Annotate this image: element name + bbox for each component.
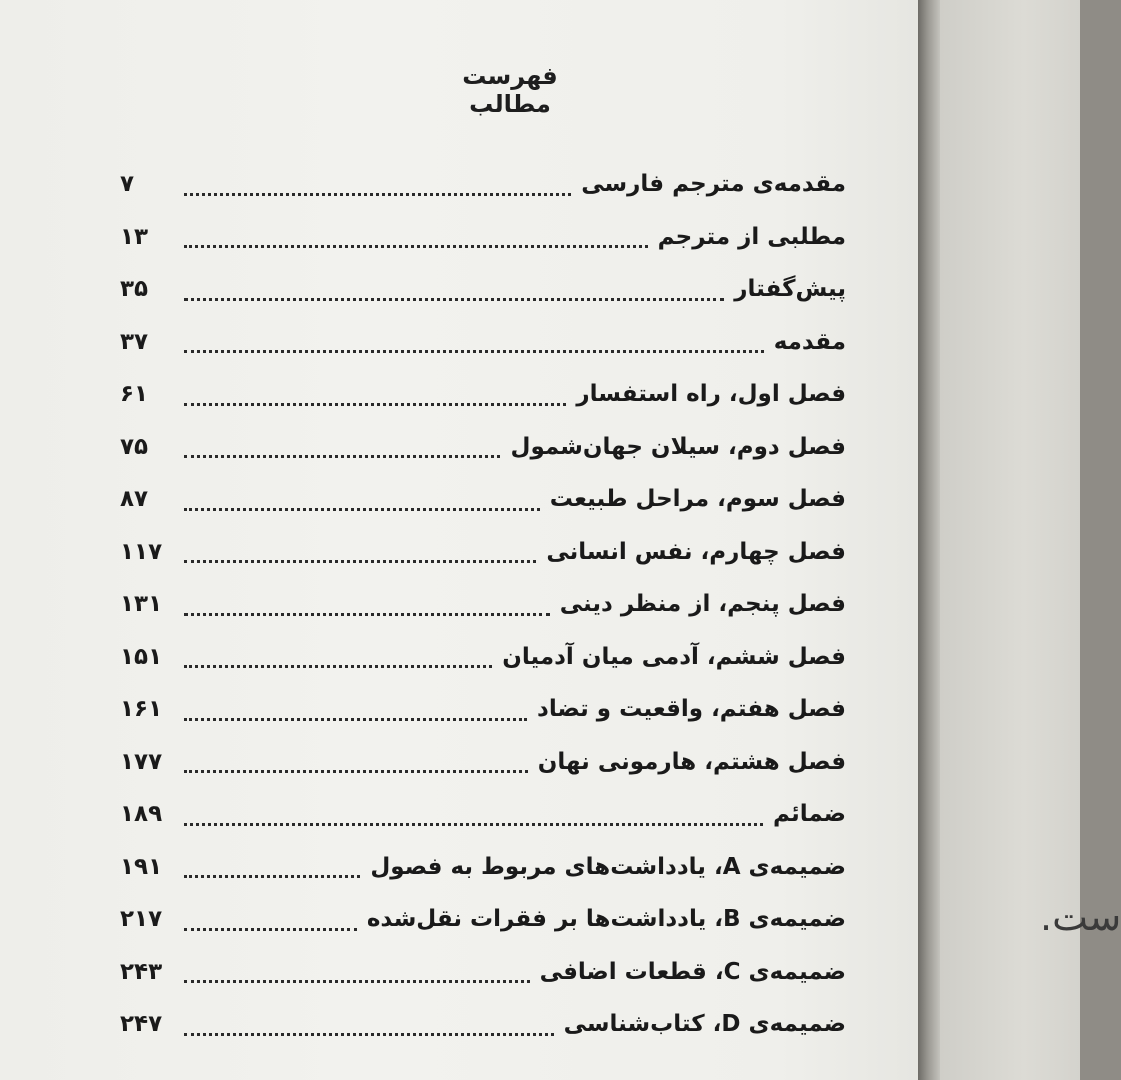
toc-entry-title: فصل هشتم، هارمونی نهان bbox=[537, 748, 846, 775]
toc-entry-title: فصل پنجم، از منظر دینی bbox=[559, 591, 846, 618]
toc-entry bbox=[120, 946, 846, 999]
toc-entry bbox=[120, 316, 846, 369]
toc-entry bbox=[120, 683, 846, 736]
dot-leader bbox=[184, 455, 500, 458]
toc-entry-page-number: ۷۵ bbox=[120, 433, 149, 460]
dot-leader bbox=[184, 245, 648, 248]
toc-entry-page-number: ۲۱۷ bbox=[120, 906, 163, 933]
toc-entry-title: مقدمه bbox=[773, 328, 846, 355]
toc-entry-page-number: ۶۱ bbox=[120, 381, 149, 408]
dot-leader bbox=[184, 928, 357, 931]
table-of-contents bbox=[120, 158, 846, 1051]
toc-entry bbox=[120, 526, 846, 579]
dot-leader bbox=[184, 508, 540, 511]
toc-entry-page-number: ۲۴۷ bbox=[120, 1011, 163, 1038]
toc-entry-title: ضمائم bbox=[773, 801, 846, 828]
toc-entry bbox=[120, 788, 846, 841]
dot-leader bbox=[184, 665, 492, 668]
toc-entry-page-number: ۱۹۱ bbox=[120, 853, 163, 880]
toc-entry-title: ضمیمه‌ی C، قطعات اضافی bbox=[539, 958, 846, 985]
toc-entry-title: فصل هفتم، واقعیت و تضاد bbox=[537, 696, 846, 723]
toc-entry bbox=[120, 631, 846, 684]
toc-entry-page-number: ۲۴۳ bbox=[120, 958, 163, 985]
toc-entry-page-number: ۱۵۱ bbox=[120, 643, 163, 670]
toc-entry bbox=[120, 421, 846, 474]
toc-entry-page-number: ۱۱۷ bbox=[120, 538, 163, 565]
toc-entry-page-number: ۳۵ bbox=[120, 276, 149, 303]
dot-leader bbox=[184, 875, 360, 878]
toc-entry bbox=[120, 158, 846, 211]
toc-entry bbox=[120, 211, 846, 264]
toc-entry-title: فصل دوم، سیلان جهان‌شمول bbox=[510, 433, 846, 460]
toc-entry-page-number: ۳۷ bbox=[120, 328, 149, 355]
toc-entry bbox=[120, 578, 846, 631]
toc-entry-title: مقدمه‌ی مترجم فارسی bbox=[581, 171, 846, 198]
toc-entry-page-number: ۱۷۷ bbox=[120, 748, 163, 775]
dot-leader bbox=[184, 1033, 554, 1036]
toc-entry bbox=[120, 893, 846, 946]
toc-entry-title: پیش‌گفتار bbox=[734, 276, 846, 303]
toc-entry-page-number: ۸۷ bbox=[120, 486, 149, 513]
dot-leader bbox=[184, 560, 536, 563]
toc-entry-title: فصل اول، راه استفسار bbox=[576, 381, 846, 408]
toc-entry bbox=[120, 736, 846, 789]
toc-entry-page-number: ۱۳ bbox=[120, 223, 149, 250]
toc-entry-page-number: ۱۸۹ bbox=[120, 801, 163, 828]
dot-leader bbox=[184, 980, 530, 983]
toc-entry-title: ضمیمه‌ی A، یادداشت‌های مربوط به فصول bbox=[370, 853, 846, 880]
toc-entry bbox=[120, 473, 846, 526]
toc-entry-title: فصل ششم، آدمی میان آدمیان bbox=[502, 643, 846, 670]
toc-entry bbox=[120, 263, 846, 316]
toc-entry-title: فصل چهارم، نفس انسانی bbox=[546, 538, 846, 565]
dot-leader bbox=[184, 823, 763, 826]
adjacent-page-text: ست. bbox=[1040, 895, 1121, 939]
dot-leader bbox=[184, 770, 528, 773]
toc-entry-title: فصل سوم، مراحل طبیعت bbox=[549, 486, 846, 513]
dot-leader bbox=[184, 193, 571, 196]
dot-leader bbox=[184, 350, 764, 353]
toc-entry-title: ضمیمه‌ی B، یادداشت‌ها بر فقرات نقل‌شده bbox=[366, 906, 846, 933]
dot-leader bbox=[184, 403, 566, 406]
toc-entry-page-number: ۱۶۱ bbox=[120, 696, 163, 723]
toc-entry-title: مطلبی از مترجم bbox=[657, 223, 846, 250]
toc-entry-page-number: ۱۳۱ bbox=[120, 591, 163, 618]
adjacent-page-mark bbox=[944, 1040, 962, 1070]
dot-leader bbox=[184, 613, 550, 616]
page-title: فهرست مطالب bbox=[462, 62, 558, 118]
dot-leader bbox=[184, 718, 527, 721]
toc-entry bbox=[120, 368, 846, 421]
toc-entry-page-number: ۷ bbox=[120, 171, 135, 198]
dot-leader bbox=[184, 298, 724, 301]
book-gutter bbox=[918, 0, 940, 1080]
toc-entry bbox=[120, 998, 846, 1051]
toc-entry bbox=[120, 841, 846, 894]
toc-entry-title: ضمیمه‌ی D، کتاب‌شناسی bbox=[563, 1011, 846, 1038]
